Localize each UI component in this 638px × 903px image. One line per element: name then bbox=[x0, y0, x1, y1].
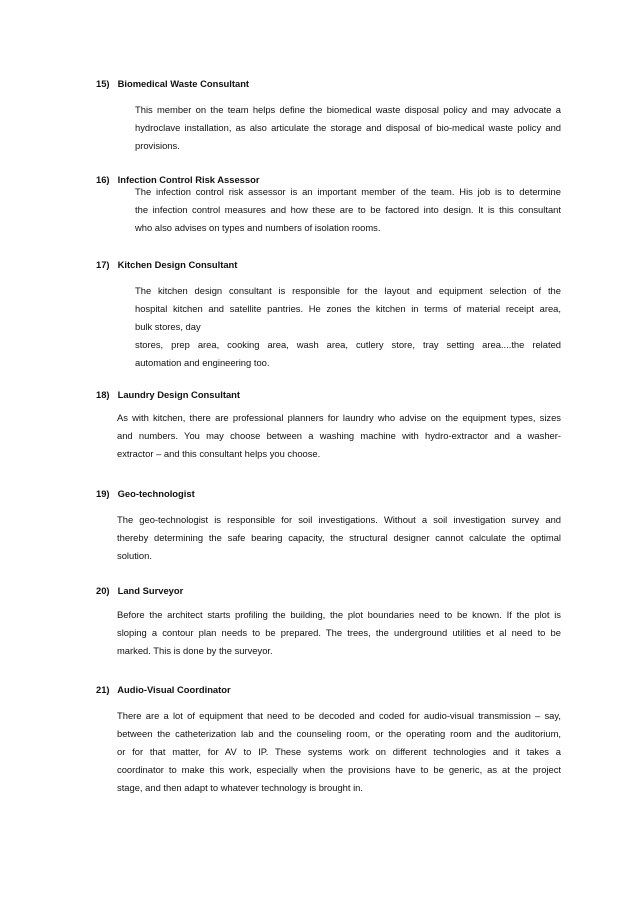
body-line: the infection control measures and how these are to be factored into design. It is this consultant bbox=[135, 204, 561, 215]
body-line: The kitchen design consultant is responsible for the layout and equipment selection of the bbox=[135, 285, 561, 296]
body-line: stage, and then adapt to whatever technology is brought in. bbox=[117, 782, 364, 793]
body-line: hospital kitchen and satellite pantries. He zones the kitchen in terms of material receipt area, bbox=[135, 303, 561, 314]
body-line: coordinator to make this work, especially when the provisions have to be generic, as at the project bbox=[117, 764, 561, 775]
section-heading bbox=[96, 256, 237, 274]
body-line: solution. bbox=[117, 550, 152, 561]
body-line: This member on the team helps define the biomedical waste disposal policy and may advocate a bbox=[135, 104, 561, 115]
body-line: and numbers. You may choose between a washing machine with hydro-extractor and a washer- bbox=[117, 430, 561, 441]
section-heading bbox=[96, 386, 240, 404]
section-number: 15) bbox=[96, 78, 110, 89]
section-heading bbox=[96, 681, 231, 699]
section-body bbox=[117, 409, 561, 463]
section-body bbox=[117, 511, 561, 565]
body-line: hydroclave installation, as also articulate the storage and disposal of bio-medical waste policy and bbox=[135, 122, 561, 133]
section-title: Land Surveyor bbox=[117, 585, 184, 596]
section-number: 19) bbox=[96, 488, 110, 499]
body-line: stores, prep area, cooking area, wash area, cutlery store, tray setting area....the related bbox=[135, 339, 561, 350]
section-title: Infection Control Risk Assessor bbox=[117, 174, 260, 185]
body-line: sloping a contour plan needs to be prepared. The trees, the underground utilities et al need to be bbox=[117, 627, 561, 638]
section-body bbox=[117, 707, 561, 797]
body-line: who also advises on types and numbers of isolation rooms. bbox=[135, 222, 381, 233]
body-line: provisions. bbox=[135, 140, 180, 151]
section-number: 17) bbox=[96, 259, 110, 270]
section-number: 18) bbox=[96, 389, 110, 400]
section-heading bbox=[96, 485, 195, 503]
section-title: Biomedical Waste Consultant bbox=[117, 78, 250, 89]
section-number: 16) bbox=[96, 174, 110, 185]
body-line: The geo-technologist is responsible for soil investigations. Without a soil investigation survey and bbox=[117, 514, 561, 525]
body-line: automation and engineering too. bbox=[135, 357, 270, 368]
section-body bbox=[135, 282, 561, 372]
section-heading bbox=[96, 75, 249, 93]
body-line: The infection control risk assessor is an important member of the team. His job is to determine bbox=[135, 186, 561, 197]
section-number: 20) bbox=[96, 585, 110, 596]
body-line: extractor – and this consultant helps you choose. bbox=[117, 448, 321, 459]
section-heading bbox=[96, 582, 183, 600]
section-number: 21) bbox=[96, 684, 110, 695]
body-line: Before the architect starts profiling the building, the plot boundaries need to be known. If the plot is bbox=[117, 609, 561, 620]
section-title: Audio-Visual Coordinator bbox=[117, 684, 231, 695]
section-body bbox=[135, 183, 561, 237]
body-line: or for that matter, for AV to IP. These systems work on different technologies and it takes a bbox=[117, 746, 561, 757]
body-line: There are a lot of equipment that need to be decoded and coded for audio-visual transmission – say, bbox=[117, 710, 561, 721]
body-line: between the catheterization lab and the counseling room, or the operating room and the auditorium, bbox=[117, 728, 561, 739]
section-body bbox=[117, 606, 561, 660]
body-line: As with kitchen, there are professional planners for laundry who advise on the equipment types, sizes bbox=[117, 412, 561, 423]
body-line: thereby determining the safe bearing capacity, the structural designer cannot calculate the optimal bbox=[117, 532, 561, 543]
section-title: Kitchen Design Consultant bbox=[117, 259, 238, 270]
body-line: marked. This is done by the surveyor. bbox=[117, 645, 273, 656]
section-title: Laundry Design Consultant bbox=[117, 389, 241, 400]
section-body bbox=[135, 101, 561, 155]
body-line: bulk stores, day bbox=[135, 321, 201, 332]
section-title: Geo-technologist bbox=[117, 488, 195, 499]
